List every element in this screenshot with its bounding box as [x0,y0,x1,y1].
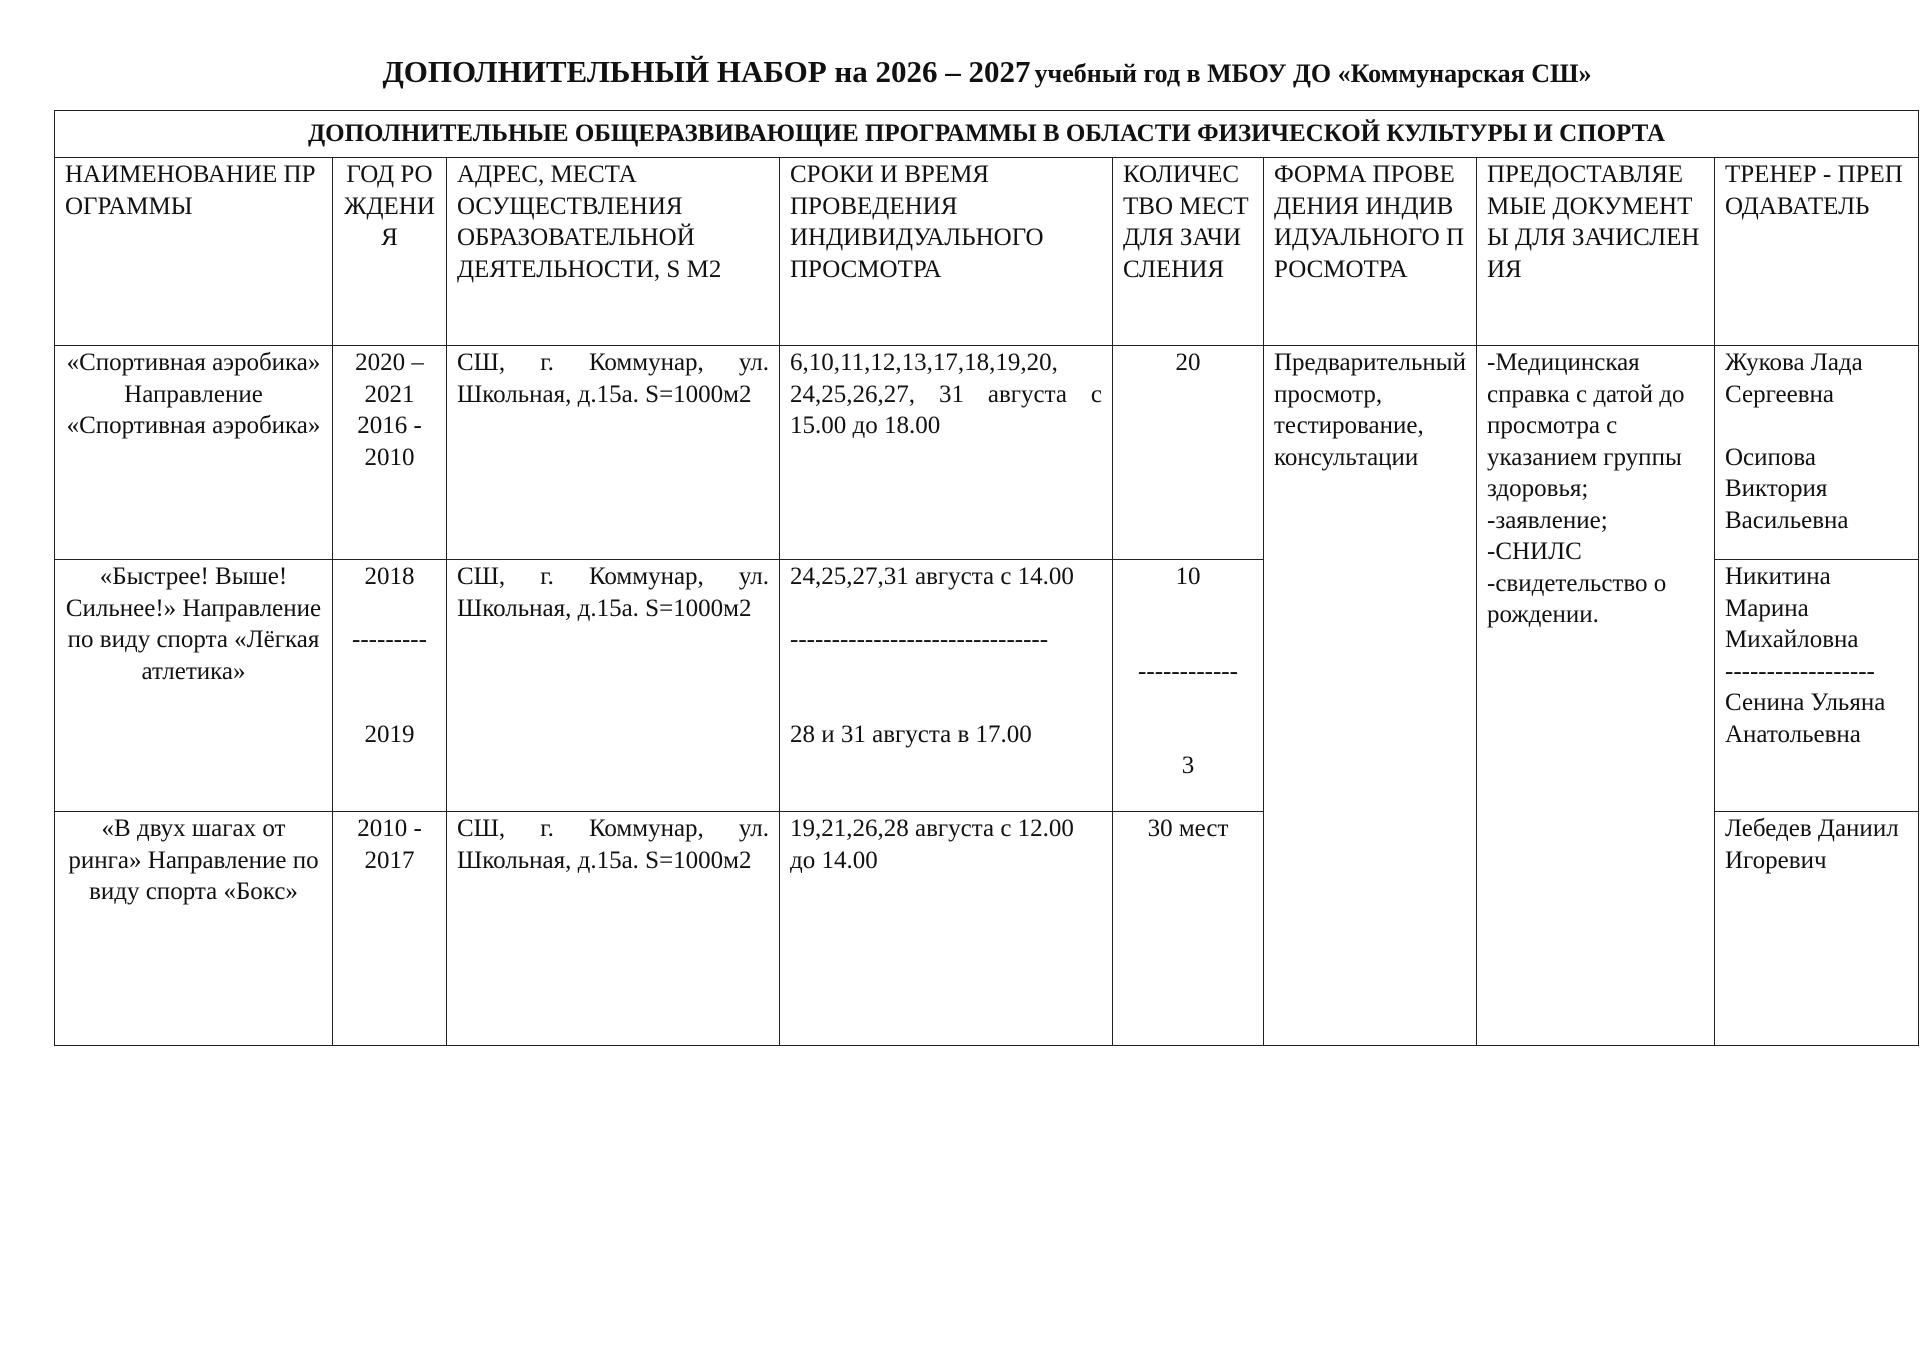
row3-address: СШ, г. Коммунар, ул. Школьная, д.15а. S=1000м2 [447,812,780,1046]
header-documents: ПРЕДОСТАВЛЯЕМЫЕ ДОКУМЕНТЫ ДЛЯ ЗАЧИСЛЕНИЯ [1477,158,1715,346]
row2-address: СШ, г. Коммунар, ул. Школьная, д.15а. S=1000м2 [447,560,780,812]
row2-schedule-a: 24,25,27,31 августа с 14.00 [790,563,1074,590]
row2-program: «Быстрее! Выше! Сильнее!» Направление по виду спорта «Лёгкая атлетика» [55,560,333,812]
row1-schedule: 6,10,11,12,13,17,18,19,20, 24,25,26,27, 31 августа с 15.00 до 18.00 [780,346,1113,560]
document-title [54,54,1920,90]
header-coach: ТРЕНЕР - ПРЕПОДАВАТЕЛЬ [1715,158,1919,346]
header-schedule: СРОКИ И ВРЕМЯ ПРОВЕДЕНИЯ ИНДИВИДУАЛЬНОГО ПРОСМОТРА [780,158,1113,346]
table-row [55,346,1919,560]
table-band-title: ДОПОЛНИТЕЛЬНЫЕ ОБЩЕРАЗВИВАЮЩИЕ ПРОГРАММЫ В ОБЛАСТИ ФИЗИЧЕСКОЙ КУЛЬТУРЫ И СПОРТА [55,111,1919,158]
header-places: КОЛИЧЕСТВО МЕСТ ДЛЯ ЗАЧИСЛЕНИЯ [1113,158,1264,346]
row3-schedule: 19,21,26,28 августа с 12.00 до 14.00 [780,812,1113,1046]
row2-places [1113,560,1264,812]
row1-program: «Спортивная аэробика» Направление «Спортивная аэробика» [55,346,333,560]
row1-birth-year [333,346,447,560]
row2-schedule-separator: ------------------------------- [790,626,1049,653]
header-form: ФОРМА ПРОВЕДЕНИЯ ИНДИВИДУАЛЬНОГО ПРОСМОТРА [1264,158,1477,346]
programs-table [54,110,1919,1046]
row2-coaches [1715,560,1919,812]
row2-birth-year-separator: --------- [352,626,427,653]
row2-coach-b: Сенина Ульяна Анатольевна [1725,689,1886,748]
row1-places: 20 [1113,346,1264,560]
header-address: АДРЕС, МЕСТА ОСУЩЕСТВЛЕНИЯ ОБРАЗОВАТЕЛЬНОЙ ДЕЯТЕЛЬНОСТИ, S М2 [447,158,780,346]
row1-coaches [1715,346,1919,560]
row3-birth-year: 2010 - 2017 [333,812,447,1046]
row1-birth-year-a: 2020 – 2021 [355,349,424,408]
row2-places-a: 10 [1175,563,1201,590]
title-main: ДОПОЛНИТЕЛЬНЫЙ НАБОР на 2026 – 2027 [382,54,1031,89]
row3-coach: Лебедев Даниил Игоревич [1715,812,1919,1046]
row3-places: 30 мест [1113,812,1264,1046]
header-birth-year: ГОД РОЖДЕНИЯ [333,158,447,346]
header-row [55,158,1919,346]
row2-birth-year-b: 2019 [364,720,415,748]
shared-documents: -Медицинская справка с датой до просмотра с указанием группы здоровья; -заявление; -СНИЛС -свидетельство о рождении. [1477,346,1715,1046]
title-sub: учебный год в МБОУ ДО «Коммунарская СШ» [1034,59,1592,88]
row1-address: СШ, г. Коммунар, ул. Школьная, д.15а. S=1000м2 [447,346,780,560]
shared-form: Предварительный просмотр, тестирование, консультации [1264,346,1477,1046]
row3-program: «В двух шагах от ринга» Направление по виду спорта «Бокс» [55,812,333,1046]
row2-places-b: 3 [1181,752,1195,779]
row2-coach-a: Никитина Марина Михайловна [1725,563,1859,653]
row2-birth-year-a: 2018 [364,563,415,590]
row1-birth-year-b: 2016 - 2010 [357,412,422,471]
row2-coach-separator: ------------------ [1725,657,1875,685]
row1-coach-b: Осипова Виктория Васильевна [1725,443,1849,534]
row2-places-separator: ------------ [1138,657,1238,685]
header-program: НАИМЕНОВАНИЕ ПРОГРАММЫ [55,158,333,346]
row1-coach-a: Жукова Лада Сергеевна [1725,349,1863,408]
row2-schedule [780,560,1113,812]
row2-schedule-b: 28 и 31 августа в 17.00 [790,720,1032,748]
row2-birth-year [333,560,447,812]
